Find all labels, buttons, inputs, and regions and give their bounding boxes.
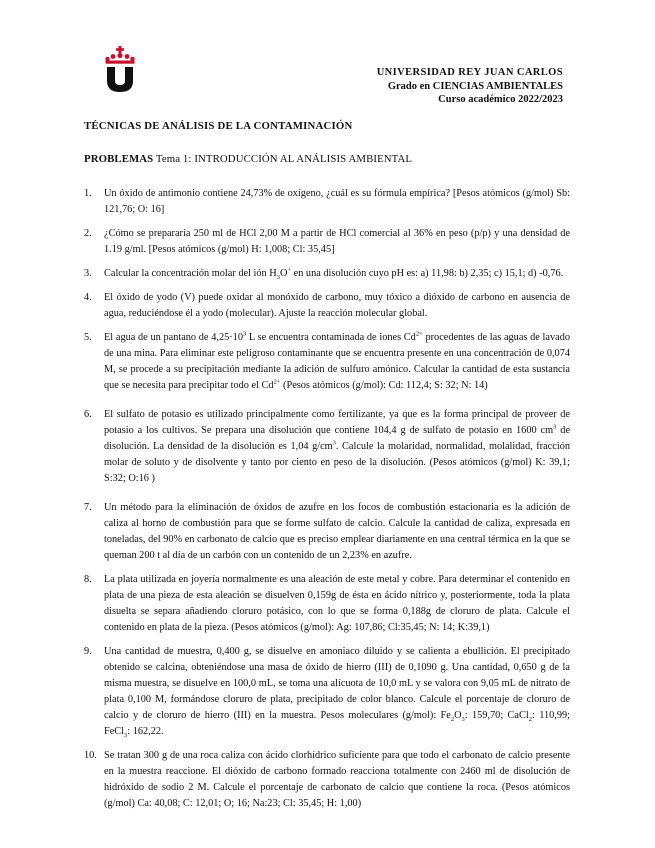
- problem-text: La plata utilizada en joyería normalmente es una aleación de este metal y cobre. Para determinar el contenido en plata de una pieza de esta aleación se disuelven 0,159g de ésta en ácido nítrico y, posteriormente, toda la plata disuelta se separa añadiendo cloruro potásico, con lo que se forma 0,188g de cloruro de plata. Calcule el contenido en plata de la pieza. (Pesos atómicos (g/mol): Ag: 107,86; Cl:35,45; N: 14; K:39,1): [104, 574, 570, 633]
- problem-text-part: procedentes de las aguas de lavado de una mina. Para eliminar este peligroso contaminante que se encuentra presente en una concentración de 0,074 M, se procede a su precipitación mediante la adición de sulfuro amónico. Calcular la cantidad de esta sustancia que se necesita para precipitar todo el Cd: [104, 332, 570, 391]
- problem-text: [104, 407, 570, 487]
- problem-text-part: Calcular la concentración molar del ión H: [104, 268, 277, 279]
- subscript: 3: [276, 274, 280, 282]
- degree-name: Grado en CIENCIAS AMBIENTALES: [387, 80, 563, 92]
- problem-text-part: de disolución. La densidad de la disolución es 1,04 g/cm: [104, 425, 571, 452]
- problem-text-part: en una disolución cuyo pH es: a) 11,98: b) 2,35; c) 15,1; d) -0,76.: [291, 268, 564, 279]
- superscript: 3: [332, 439, 336, 447]
- problem-number: 10.: [84, 750, 97, 761]
- problem-text-part: (Pesos atómicos (g/mol): Cd: 112,4; S: 32; N: 14): [280, 380, 488, 391]
- problem-number: 9.: [84, 646, 92, 657]
- problem-text-part: O: [279, 268, 288, 279]
- problem-item: [84, 407, 570, 487]
- problem-number: 8.: [84, 574, 92, 585]
- problem-number: 1.: [84, 188, 92, 199]
- problem-text: [104, 644, 570, 740]
- problem-text-part: : 159,70; CaCl: [464, 710, 529, 721]
- problem-text: Un óxido de antimonio contiene 24,73% de oxígeno, ¿cuál es su fórmula empírica? [Pesos atómicos (g/mol) Sb: 121,76; O: 16]: [104, 188, 570, 215]
- university-name: UNIVERSIDAD REY JUAN CARLOS: [376, 67, 563, 78]
- problem-list: [84, 186, 570, 812]
- problem-text-part: L se encuentra contaminada de iones Cd: [246, 332, 416, 343]
- problem-number: 4.: [84, 292, 92, 303]
- problem-text-part: O: [454, 710, 462, 721]
- superscript: 3: [242, 330, 247, 338]
- problem-item: [84, 186, 570, 218]
- problem-item: [84, 748, 570, 812]
- university-logo-icon: [104, 46, 136, 92]
- problem-number: 7.: [84, 502, 92, 513]
- superscript: 2+: [415, 330, 423, 338]
- superscript: 3: [553, 423, 557, 431]
- problem-number: 5.: [84, 332, 92, 343]
- course-title: TÉCNICAS DE ANÁLISIS DE LA CONTAMINACIÓN: [84, 120, 353, 132]
- problem-text: ¿Cómo se prepararía 250 ml de HCl 2,00 M a partir de HCl comercial al 36% en peso (p/p) y una densidad de 1.19 g/ml. [Pesos atómicos (g/mol) H: 1,008; Cl: 35,45]: [104, 228, 570, 255]
- problems-heading-rest: Tema 1: INTRODUCCIÓN AL ANÁLISIS AMBIENTAL: [153, 153, 413, 165]
- problem-text: Un método para la eliminación de óxidos de azufre en los focos de combustión estacionaria es la adición de caliza al horno de combustión para que se forme sulfato de calcio. Calcule la cantidad de caliza, expresada en toneladas, del 90% en carbonato de calcio que es preciso emplear diariamente en una central térmica en la que se queman 200 t al día de un carbón con un contenido de un 2,23% en azufre.: [104, 502, 570, 561]
- problems-heading: [84, 153, 412, 165]
- problem-text: [104, 330, 570, 394]
- problem-item: [84, 644, 570, 740]
- problem-item: [84, 330, 570, 394]
- subscript: 3: [461, 716, 465, 724]
- problems-heading-bold: PROBLEMAS: [84, 153, 154, 165]
- problem-item: [84, 266, 570, 282]
- problem-text-part: : 162,22.: [127, 726, 164, 737]
- academic-year: Curso académico 2022/2023: [438, 94, 563, 105]
- problem-text-part: El agua de un pantano de 4,25·10: [104, 332, 243, 343]
- superscript: +: [287, 266, 292, 274]
- problem-item: [84, 290, 570, 322]
- subscript: 2: [450, 716, 455, 724]
- problem-text-part: Una cantidad de muestra, 0,400 g, se disuelve en amoniaco diluido y se calienta a ebullición. El precipitado obtenido se calcina, obteniéndose una masa de óxido de hierro (III) de 0,1090 g. Una cantidad, 0,650 g de la misma muestra, se disuelve en 100,0 mL, se toma una alícuota de 10,0 mL y se valora con 9,05 mL de nitrato de plata 0,100 M, formándose cloruro de plata, precipitado de color blanco. Calcule el porcentaje de cloruro de calcio y de cloruro de hierro (III) en la muestra. Pesos moleculares (g/mol): Fe: [104, 646, 570, 721]
- problem-item: [84, 226, 570, 258]
- problem-text: Se tratan 300 g de una roca caliza con ácido clorhídrico suficiente para que todo el carbonato de calcio presente en la muestra reaccione. El dióxido de carbono formado reacciona totalmente con 2460 ml de disolución de hidróxido de sodio 2 M. Calcule el porcentaje de carbonato de calcio que contiene la roca. (Pesos atómicos (g/mol) Ca: 40,08; C: 12,01; O; 16; Na:23; Cl: 35,45; H: 1,00): [104, 750, 570, 809]
- problem-text: [104, 266, 570, 282]
- problem-text-part: El sulfato de potasio es utilizado principalmente como fertilizante, ya que es la forma principal de proveer de potasio a los cultivos. Se prepara una disolución que contiene 104,4 g de sulfato de potasio en 1600 cm: [104, 409, 570, 436]
- superscript: 2+: [273, 378, 281, 386]
- institution-header: [377, 66, 563, 107]
- subscript: 3: [124, 732, 128, 740]
- problem-number: 3.: [84, 268, 92, 279]
- problem-number: 2.: [84, 228, 92, 239]
- problem-text-part: : 110,99; FeCl: [104, 710, 570, 737]
- problem-item: [84, 500, 570, 564]
- problem-item: [84, 572, 570, 636]
- problem-number: 6.: [84, 409, 92, 420]
- subscript: 2: [528, 716, 532, 724]
- problem-text: El óxido de yodo (V) puede oxidar al monóxido de carbono, muy tóxico a dióxido de carbono en ausencia de agua, reduciéndose él a yodo (molecular). Ajuste la reacción molecular global.: [104, 292, 570, 319]
- problem-text-part: . Calcule la molaridad, normalidad, molalidad, fracción molar de soluto y de disolvente y tanto por ciento en peso de la disolución. (Pesos atómicos (g/mol) K: 39,1; S:32; O:16 ): [104, 441, 570, 484]
